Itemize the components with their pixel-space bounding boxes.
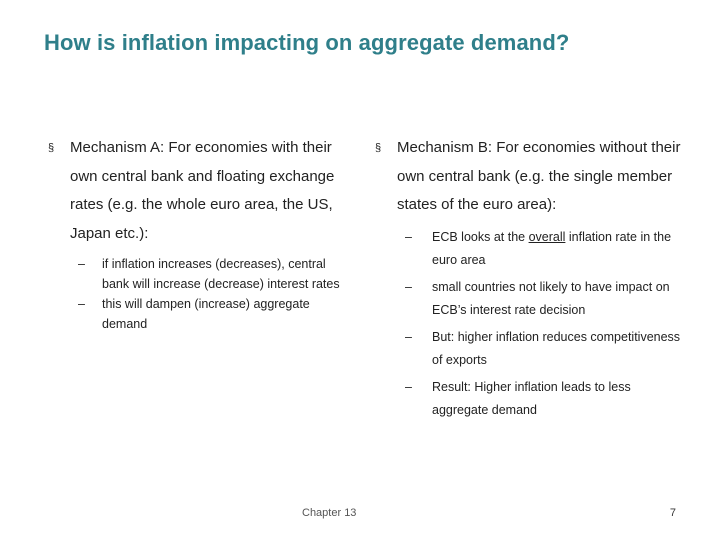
mechanism-a-sub-list xyxy=(48,254,353,334)
dash-bullet: – xyxy=(405,279,412,294)
list-item xyxy=(48,254,353,294)
list-item-text: this will dampen (increase) aggregate demand xyxy=(102,297,310,331)
dash-bullet: – xyxy=(405,379,412,394)
underlined-word: overall xyxy=(528,229,566,244)
list-item xyxy=(375,326,690,373)
list-item xyxy=(48,294,353,334)
square-bullet-icon: § xyxy=(48,142,55,154)
mechanism-b-column xyxy=(375,134,690,426)
list-item-text: small countries not likely to have impact on ECB’s interest rate decision xyxy=(432,279,670,317)
mechanism-a-description: For economies with their own central bank and floating exchange rates (e.g. the whole euro area, the US, Japan etc.): xyxy=(70,139,335,242)
mechanism-b-sub-list xyxy=(375,226,690,423)
mechanism-b-label: Mechanism B: xyxy=(397,139,493,156)
dash-bullet: – xyxy=(405,329,412,344)
mechanism-a-point xyxy=(48,134,353,248)
list-item-text: if inflation increases (decreases), central bank will increase (decrease) interest rates xyxy=(102,257,340,291)
footer-chapter: Chapter 13 xyxy=(302,507,357,519)
list-item xyxy=(375,276,690,323)
list-item-text-after: inflation rate in the euro area xyxy=(432,229,672,267)
dash-bullet: – xyxy=(78,257,85,271)
dash-bullet: – xyxy=(78,297,85,311)
mechanism-b-point xyxy=(375,134,690,220)
list-item-text: But: higher inflation reduces competitiveness of exports xyxy=(432,329,681,367)
slide-title: How is inflation impacting on aggregate demand? xyxy=(44,30,570,55)
list-item xyxy=(375,376,690,423)
list-item xyxy=(375,226,690,273)
dash-bullet: – xyxy=(405,229,412,244)
list-item-text-before: ECB looks at the xyxy=(432,229,529,244)
square-bullet-icon: § xyxy=(375,142,382,154)
list-item-text: Result: Higher inflation leads to less aggregate demand xyxy=(432,379,631,417)
page-number: 7 xyxy=(669,507,676,519)
mechanism-a-column xyxy=(48,134,353,334)
mechanism-a-label: Mechanism A: xyxy=(70,139,165,156)
mechanism-b-description: For economies without their own central bank (e.g. the single member states of the euro area): xyxy=(397,139,681,213)
